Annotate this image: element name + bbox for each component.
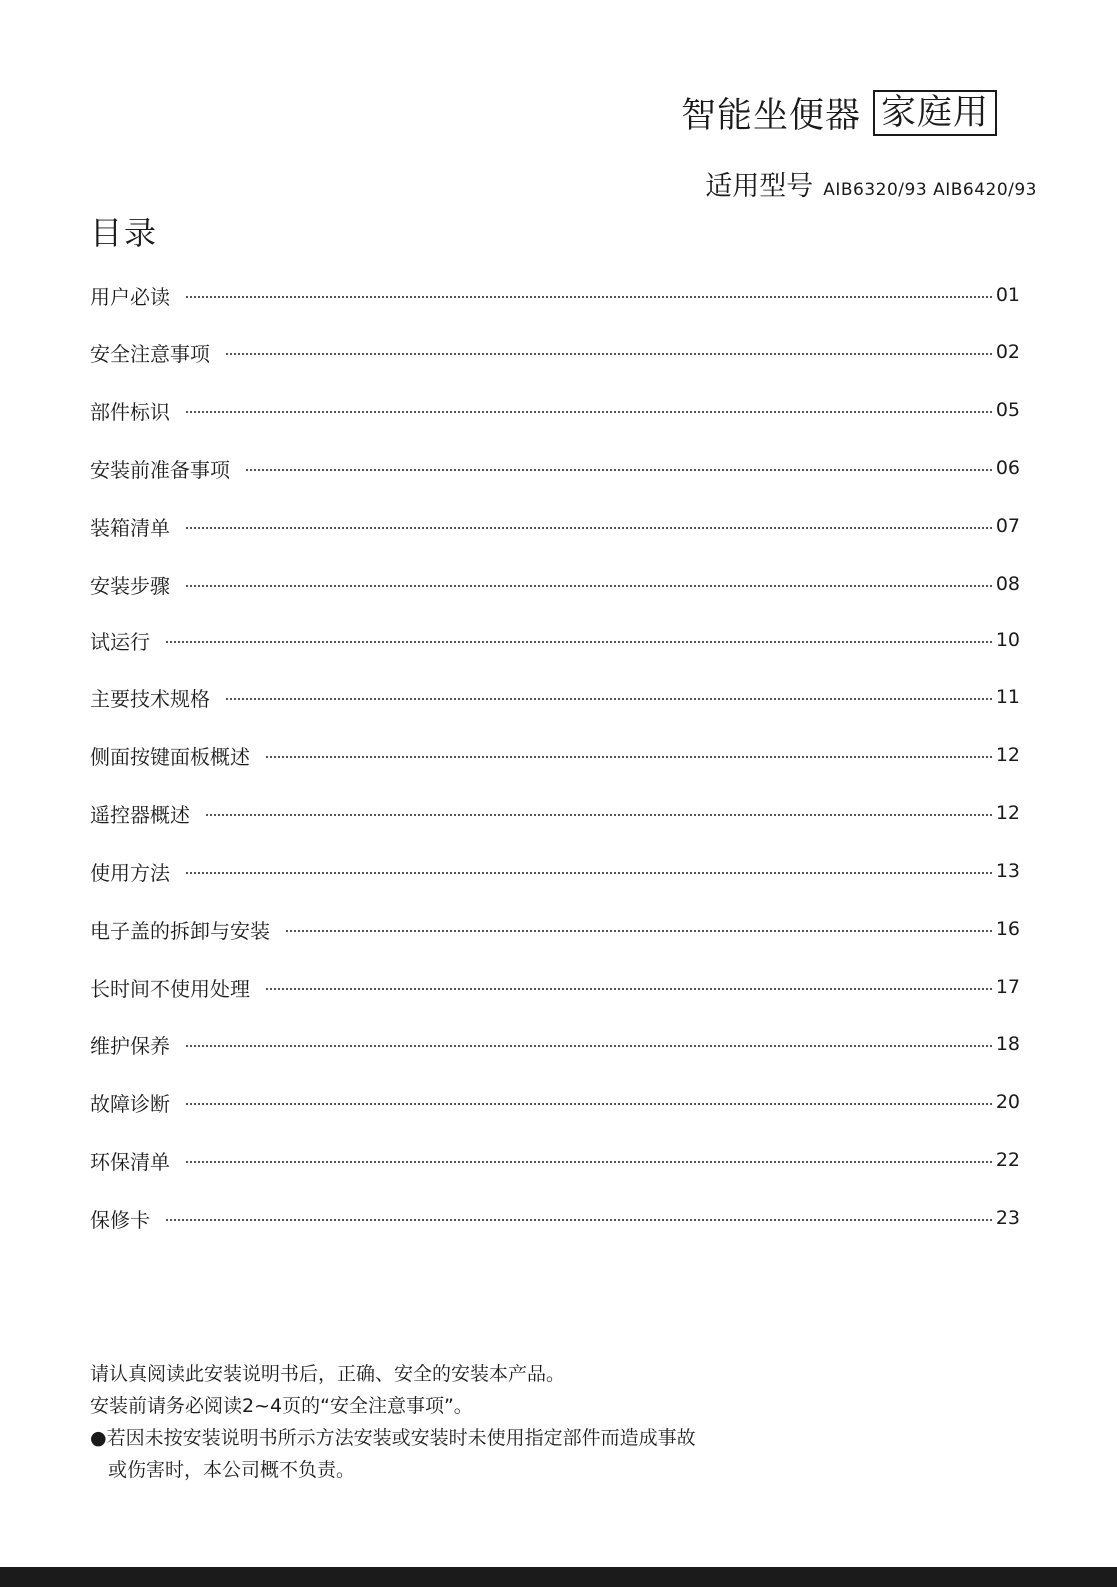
note-line: 请认真阅读此安装说明书后，正确、安全的安装本产品。 xyxy=(90,1363,566,1385)
toc-item[interactable] xyxy=(90,1029,1020,1059)
toc-leader-dots xyxy=(186,296,992,298)
toc-item-label: 维护保养 xyxy=(90,1033,170,1058)
model-numbers: AIB6320/93 AIB6420/93 xyxy=(823,180,1037,200)
toc-item[interactable] xyxy=(90,453,1020,483)
toc-item-page: 05 xyxy=(995,399,1020,421)
toc-item-page: 07 xyxy=(995,515,1020,537)
toc-item-label: 保修卡 xyxy=(90,1207,150,1232)
toc-item[interactable] xyxy=(90,1145,1020,1175)
model-line xyxy=(705,164,1037,203)
toc-leader-dots xyxy=(186,585,992,587)
toc-leader-dots xyxy=(186,1045,992,1047)
toc-leader-dots xyxy=(186,411,992,413)
toc-leader-dots xyxy=(186,1161,992,1163)
toc-leader-dots xyxy=(186,527,992,529)
toc-item-label: 用户必读 xyxy=(90,284,170,309)
toc-item-page: 11 xyxy=(995,686,1020,708)
toc-leader-dots xyxy=(186,872,992,874)
toc-item-page: 23 xyxy=(995,1207,1020,1229)
toc-item-page: 16 xyxy=(995,918,1020,940)
toc-item-label: 遥控器概述 xyxy=(90,802,190,827)
toc-leader-dots xyxy=(206,814,992,816)
toc-item[interactable] xyxy=(90,280,1020,310)
toc-item[interactable] xyxy=(90,395,1020,425)
toc-item-page: 01 xyxy=(995,284,1020,306)
toc-item-label: 安装步骤 xyxy=(90,573,170,598)
toc-item[interactable] xyxy=(90,798,1020,828)
toc-item-page: 06 xyxy=(995,457,1020,479)
toc-item-page: 12 xyxy=(995,744,1020,766)
toc-leader-dots xyxy=(226,353,992,355)
toc-item-page: 12 xyxy=(995,802,1020,824)
toc-item-page: 22 xyxy=(995,1149,1020,1171)
toc-item[interactable] xyxy=(90,337,1020,367)
toc-leader-dots xyxy=(266,756,992,758)
toc-item-page: 17 xyxy=(995,976,1020,998)
page-bottom-band xyxy=(0,1567,1117,1587)
toc-item-label: 装箱清单 xyxy=(90,515,170,540)
toc-item-label: 故障诊断 xyxy=(90,1091,170,1116)
disclaimer-line-continued: 或伤害时，本公司概不负责。 xyxy=(108,1459,356,1481)
toc-item-label: 部件标识 xyxy=(90,399,170,424)
toc-item-label: 长时间不使用处理 xyxy=(90,976,250,1001)
toc-item-page: 08 xyxy=(995,573,1020,595)
toc-item-page: 18 xyxy=(995,1033,1020,1055)
toc-leader-dots xyxy=(286,930,992,932)
toc-heading: 目录 xyxy=(90,214,159,252)
product-title xyxy=(681,88,997,138)
note-line: 安装前请务必阅读2~4页的“安全注意事项”。 xyxy=(90,1395,473,1417)
toc-item-page: 20 xyxy=(995,1091,1020,1113)
disclaimer-line: ●若因未按安装说明书所示方法安装或安装时未使用指定部件而造成事故 xyxy=(90,1427,696,1449)
toc-item-page: 02 xyxy=(995,341,1020,363)
notes-block xyxy=(90,1358,696,1486)
toc-item[interactable] xyxy=(90,682,1020,712)
toc-item-label: 试运行 xyxy=(90,629,150,654)
toc-leader-dots xyxy=(266,988,992,990)
toc-item[interactable] xyxy=(90,972,1020,1002)
toc-item[interactable] xyxy=(90,740,1020,770)
toc-item[interactable] xyxy=(90,1087,1020,1117)
toc-leader-dots xyxy=(166,641,992,643)
toc-item[interactable] xyxy=(90,511,1020,541)
toc-item-label: 使用方法 xyxy=(90,860,170,885)
toc-leader-dots xyxy=(246,469,992,471)
toc-leader-dots xyxy=(186,1103,992,1105)
toc-item-page: 10 xyxy=(995,629,1020,651)
toc-item-label: 侧面按键面板概述 xyxy=(90,744,250,769)
toc-item-label: 主要技术规格 xyxy=(90,686,210,711)
toc-leader-dots xyxy=(226,698,992,700)
toc-item[interactable] xyxy=(90,625,1020,655)
toc-item-label: 安装前准备事项 xyxy=(90,457,230,482)
usage-tag: 家庭用 xyxy=(873,90,997,136)
toc-item-label: 安全注意事项 xyxy=(90,341,210,366)
toc-item[interactable] xyxy=(90,914,1020,944)
toc-item[interactable] xyxy=(90,569,1020,599)
model-label: 适用型号 xyxy=(705,171,814,202)
toc-item-page: 13 xyxy=(995,860,1020,882)
toc-item-label: 电子盖的拆卸与安装 xyxy=(90,918,270,943)
toc-item[interactable] xyxy=(90,1203,1020,1233)
toc-item-label: 环保清单 xyxy=(90,1149,170,1174)
product-name: 智能坐便器 xyxy=(680,96,861,136)
toc-item[interactable] xyxy=(90,856,1020,886)
toc-leader-dots xyxy=(166,1219,992,1221)
